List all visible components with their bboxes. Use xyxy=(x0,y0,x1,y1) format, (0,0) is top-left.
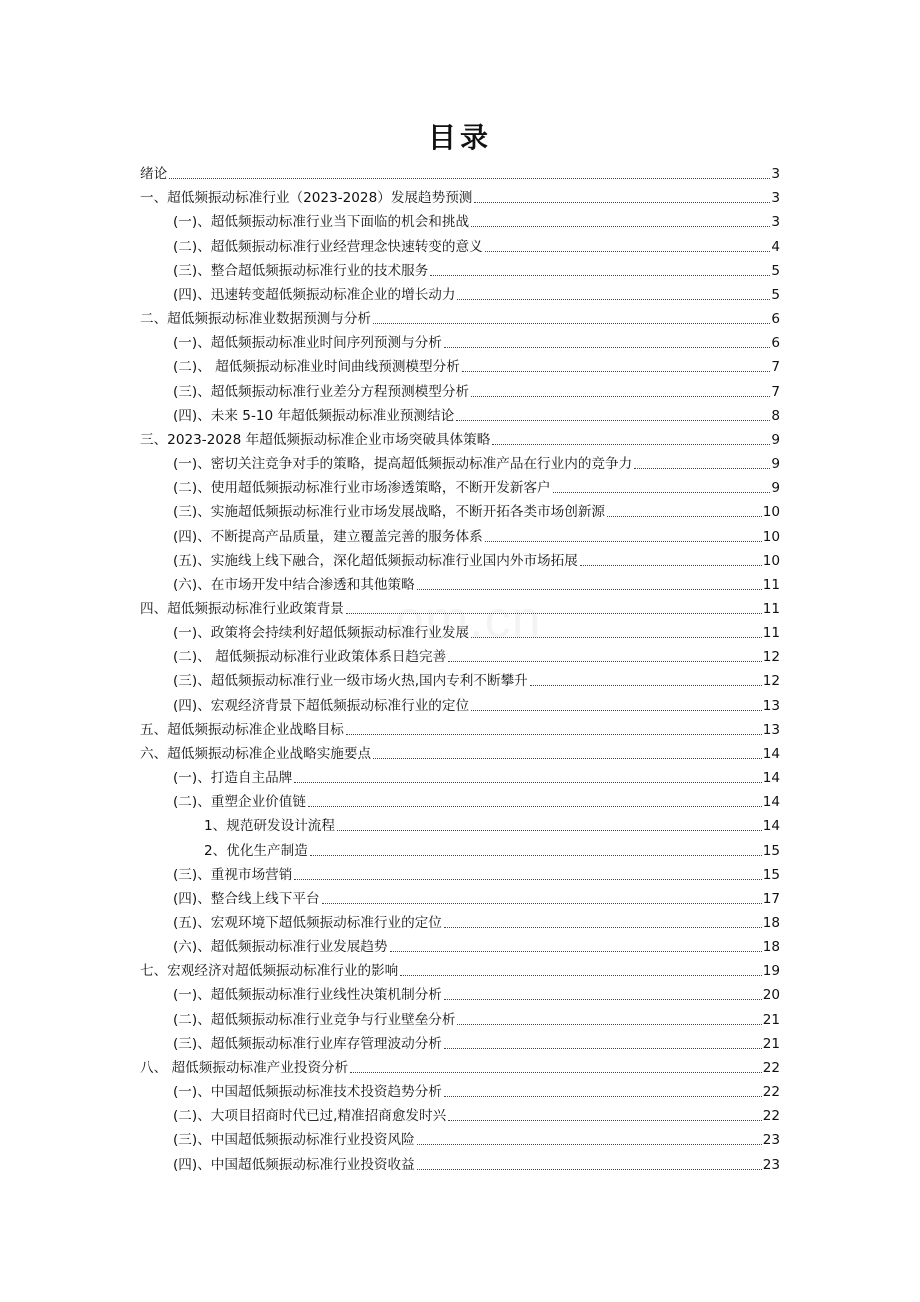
toc-dot-leader xyxy=(485,541,762,542)
toc-entry-title: (一)、超低频振动标准业时间序列预测与分析 xyxy=(173,335,442,352)
toc-page-number: 21 xyxy=(762,1011,780,1028)
toc-entry-title: (一)、打造自主品牌 xyxy=(173,770,293,787)
toc-entry-title: (四)、中国超低频振动标准行业投资收益 xyxy=(173,1156,415,1173)
toc-entry[interactable] xyxy=(140,546,780,570)
toc-dot-leader xyxy=(417,1144,762,1145)
toc-page-number: 6 xyxy=(771,335,780,352)
toc-page-number: 8 xyxy=(771,407,780,424)
toc-dot-leader xyxy=(444,1048,762,1049)
toc-entry[interactable] xyxy=(140,304,780,328)
toc-entry[interactable] xyxy=(140,739,780,763)
toc-entry-title: (四)、未来 5-10 年超低频振动标准业预测结论 xyxy=(173,407,455,424)
toc-page-number: 22 xyxy=(762,1084,780,1101)
toc-entry[interactable] xyxy=(140,425,780,449)
toc-dot-leader xyxy=(373,323,770,324)
toc-dot-leader xyxy=(580,565,762,566)
toc-dot-leader xyxy=(462,371,771,372)
toc-entry-title: 1、规范研发设计流程 xyxy=(204,818,335,835)
toc-page-number: 11 xyxy=(762,625,780,642)
toc-entry[interactable] xyxy=(140,521,780,545)
toc-entry-title: (三)、超低频振动标准行业一级市场火热,国内专利不断攀升 xyxy=(173,673,528,690)
toc-entry[interactable] xyxy=(140,908,780,932)
toc-page-number: 7 xyxy=(771,383,780,400)
toc-page-number: 9 xyxy=(771,456,780,473)
toc-entry[interactable] xyxy=(140,666,780,690)
toc-entry-title: (六)、在市场开发中结合渗透和其他策略 xyxy=(173,576,415,593)
toc-dot-leader xyxy=(390,951,762,952)
toc-dot-leader xyxy=(294,879,761,880)
toc-entry-title: (三)、超低频振动标准行业库存管理波动分析 xyxy=(173,1035,442,1052)
toc-page-number: 12 xyxy=(762,649,780,666)
toc-dot-leader xyxy=(373,758,762,759)
toc-dot-leader xyxy=(634,468,770,469)
toc-entry[interactable] xyxy=(140,1053,780,1077)
toc-page-number: 3 xyxy=(771,166,780,183)
toc-dot-leader xyxy=(457,299,770,300)
toc-page-number: 23 xyxy=(762,1132,780,1149)
toc-dot-leader xyxy=(456,420,770,421)
toc-entry[interactable] xyxy=(140,884,780,908)
toc-entry-title: (二)、 超低频振动标准业时间曲线预测模型分析 xyxy=(173,359,460,376)
toc-page-number: 4 xyxy=(771,238,780,255)
toc-dot-leader xyxy=(417,1169,762,1170)
toc-dot-leader xyxy=(457,1024,761,1025)
toc-entry[interactable] xyxy=(140,690,780,714)
toc-entry-title: (四)、宏观经济背景下超低频振动标准行业的定位 xyxy=(173,697,470,714)
toc-dot-leader xyxy=(169,178,770,179)
toc-dot-leader xyxy=(492,444,770,445)
toc-page-number: 22 xyxy=(762,1059,780,1076)
toc-page-number: 14 xyxy=(762,770,780,787)
toc-entry[interactable] xyxy=(140,328,780,352)
toc-page-number: 14 xyxy=(762,818,780,835)
toc-entry-title: (四)、迅速转变超低频振动标准企业的增长动力 xyxy=(173,286,456,303)
toc-entry-title: (一)、中国超低频振动标准技术投资趋势分析 xyxy=(173,1084,442,1101)
toc-entry-title: 一、超低频振动标准行业（2023-2028）发展趋势预测 xyxy=(140,190,473,207)
toc-entry-title: (三)、实施超低频振动标准行业市场发展战略，不断开拓各类市场创新源 xyxy=(173,504,606,521)
toc-entry[interactable] xyxy=(140,497,780,521)
toc-page-number: 23 xyxy=(762,1156,780,1173)
toc-entry-title: (二)、大项目招商时代已过,精准招商愈发时兴 xyxy=(173,1108,447,1125)
toc-page-number: 10 xyxy=(762,528,780,545)
toc-dot-leader xyxy=(322,903,762,904)
toc-page-number: 15 xyxy=(762,866,780,883)
toc-entry-title: (二)、使用超低频振动标准行业市场渗透策略，不断开发新客户 xyxy=(173,480,551,497)
toc-dot-leader xyxy=(400,975,761,976)
toc-page-number: 12 xyxy=(762,673,780,690)
toc-entry-title: (一)、超低频振动标准行业线性决策机制分析 xyxy=(173,987,442,1004)
toc-entry-title: 七、宏观经济对超低频振动标准行业的影响 xyxy=(140,963,399,980)
toc-page-number: 5 xyxy=(771,262,780,279)
toc-page-number: 17 xyxy=(762,890,780,907)
toc-entry[interactable] xyxy=(140,231,780,255)
toc-entry[interactable] xyxy=(140,980,780,1004)
toc-entry[interactable] xyxy=(140,159,780,183)
toc-page-number: 7 xyxy=(771,359,780,376)
toc-page-number: 18 xyxy=(762,939,780,956)
toc-entry-title: (三)、重视市场营销 xyxy=(173,866,293,883)
toc-page-number: 11 xyxy=(762,576,780,593)
toc-entry[interactable] xyxy=(140,473,780,497)
toc-dot-leader xyxy=(294,782,761,783)
toc-entry-title: (六)、超低频振动标准行业发展趋势 xyxy=(173,939,388,956)
toc-page-number: 13 xyxy=(762,721,780,738)
toc-page-number: 14 xyxy=(762,794,780,811)
toc-page-number: 22 xyxy=(762,1108,780,1125)
toc-dot-leader xyxy=(337,830,762,831)
toc-page-number: 21 xyxy=(762,1035,780,1052)
toc-entry[interactable] xyxy=(140,1149,780,1173)
toc-page-number: 14 xyxy=(762,745,780,762)
toc-entry-title: (四)、不断提高产品质量，建立覆盖完善的服务体系 xyxy=(173,528,483,545)
toc-entry[interactable] xyxy=(140,352,780,376)
toc-entry-title: (二)、超低频振动标准行业经营理念快速转变的意义 xyxy=(173,238,483,255)
page-title: 目录 xyxy=(427,121,492,154)
toc-page-number: 3 xyxy=(771,214,780,231)
toc-entry-title: 二、超低频振动标准业数据预测与分析 xyxy=(140,311,372,328)
toc-entry-title: (二)、重塑企业价值链 xyxy=(173,794,306,811)
toc-entry[interactable] xyxy=(140,207,780,231)
toc-entry-title: 绪论 xyxy=(140,166,168,183)
toc-page-number: 3 xyxy=(771,190,780,207)
toc-dot-leader xyxy=(471,710,762,711)
table-of-contents xyxy=(140,159,780,1174)
toc-entry-title: (一)、超低频振动标准行业当下面临的机会和挑战 xyxy=(173,214,470,231)
toc-entry[interactable] xyxy=(140,401,780,425)
toc-entry[interactable] xyxy=(140,449,780,473)
toc-entry[interactable] xyxy=(140,932,780,956)
toc-dot-leader xyxy=(444,347,770,348)
toc-entry[interactable] xyxy=(140,763,780,787)
toc-entry[interactable] xyxy=(140,1029,780,1053)
toc-entry-title: (五)、宏观环境下超低频振动标准行业的定位 xyxy=(173,915,442,931)
toc-page-number: 10 xyxy=(762,552,780,569)
toc-dot-leader xyxy=(310,855,762,856)
toc-entry-title: 2、优化生产制造 xyxy=(204,842,308,859)
toc-entry[interactable] xyxy=(140,860,780,884)
toc-dot-leader xyxy=(350,1072,761,1073)
toc-entry[interactable] xyxy=(140,1077,780,1101)
toc-dot-leader xyxy=(530,685,762,686)
toc-entry-title: (二)、超低频振动标准行业竞争与行业壁垒分析 xyxy=(173,1011,456,1028)
toc-page-number: 18 xyxy=(762,915,780,931)
toc-page-number: 5 xyxy=(771,286,780,303)
toc-page-number: 9 xyxy=(771,431,780,448)
toc-dot-leader xyxy=(444,999,762,1000)
toc-dot-leader xyxy=(474,202,770,203)
toc-dot-leader xyxy=(448,661,761,662)
toc-page-number: 9 xyxy=(771,480,780,497)
toc-entry-title: (五)、实施线上线下融合，深化超低频振动标准行业国内外市场拓展 xyxy=(173,552,578,569)
toc-page-number: 19 xyxy=(762,963,780,980)
toc-entry-title: (一)、密切关注竞争对手的策略，提高超低频振动标准产品在行业内的竞争力 xyxy=(173,456,633,473)
toc-entry-title: 五、超低频振动标准企业战略目标 xyxy=(140,721,344,738)
toc-entry-title: (一)、政策将会持续利好超低频振动标准行业发展 xyxy=(173,625,470,642)
toc-dot-leader xyxy=(607,516,762,517)
toc-entry[interactable] xyxy=(140,376,780,400)
toc-page-number: 10 xyxy=(762,504,780,521)
toc-entry[interactable] xyxy=(140,1101,780,1125)
toc-entry-title: (三)、整合超低频振动标准行业的技术服务 xyxy=(173,262,429,279)
toc-page-number: 20 xyxy=(762,987,780,1004)
toc-entry[interactable] xyxy=(140,956,780,980)
toc-entry-title: (三)、中国超低频振动标准行业投资风险 xyxy=(173,1132,415,1149)
toc-dot-leader xyxy=(485,251,771,252)
toc-page-number: 6 xyxy=(771,311,780,328)
toc-entry[interactable] xyxy=(140,811,780,835)
toc-entry-title: 三、2023-2028 年超低频振动标准企业市场突破具体策略 xyxy=(140,431,491,448)
toc-entry-title: 六、超低频振动标准企业战略实施要点 xyxy=(140,745,372,762)
toc-entry[interactable] xyxy=(140,715,780,739)
toc-entry-title: (二)、 超低频振动标准行业政策体系日趋完善 xyxy=(173,649,447,666)
toc-entry[interactable] xyxy=(140,1004,780,1028)
toc-entry[interactable] xyxy=(140,256,780,280)
toc-dot-leader xyxy=(471,226,770,227)
toc-dot-leader xyxy=(430,275,770,276)
toc-dot-leader xyxy=(448,1120,761,1121)
toc-entry-title: (三)、超低频振动标准行业差分方程预测模型分析 xyxy=(173,383,470,400)
toc-dot-leader xyxy=(471,396,770,397)
toc-entry[interactable] xyxy=(140,280,780,304)
toc-entry-title: (四)、整合线上线下平台 xyxy=(173,890,320,907)
toc-entry-title: 八、 超低频振动标准产业投资分析 xyxy=(140,1059,349,1076)
toc-dot-leader xyxy=(444,1096,762,1097)
toc-entry[interactable] xyxy=(140,787,780,811)
toc-dot-leader xyxy=(553,492,771,493)
toc-entry[interactable] xyxy=(140,835,780,859)
toc-entry[interactable] xyxy=(140,183,780,207)
toc-entry[interactable] xyxy=(140,1125,780,1149)
toc-entry-title: 四、超低频振动标准行业政策背景 xyxy=(140,600,344,617)
toc-dot-leader xyxy=(308,806,762,807)
toc-page-number: 15 xyxy=(762,842,780,859)
watermark xyxy=(395,590,542,650)
toc-dot-leader xyxy=(346,734,762,735)
toc-dot-leader xyxy=(444,927,762,928)
toc-page-number: 11 xyxy=(762,600,780,617)
toc-page-number: 13 xyxy=(762,697,780,714)
